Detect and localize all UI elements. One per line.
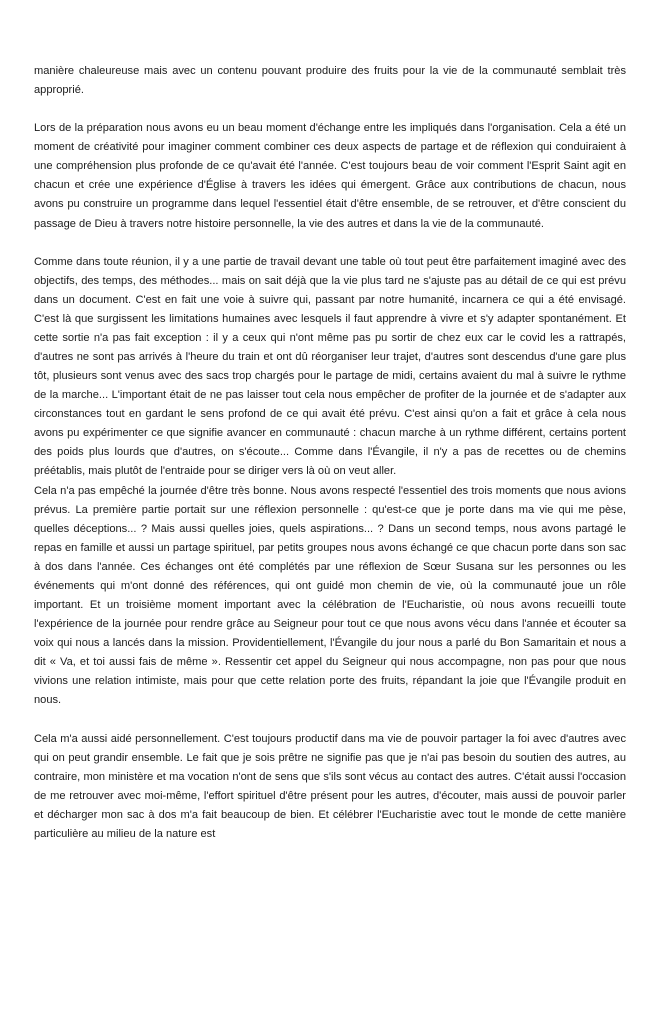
paragraph-4: Cela n'a pas empêché la journée d'être très bonne. Nous avons respecté l'essentiel des trois moments que nous avions prévus. La première partie portait sur une réflexion personnelle : qu'est-ce que je porte dans ma vie qui me pèse, quelles déceptions... ? Mais aussi quelles joies, quels aspirations... ? Dans un second temps, nous avons partagé le repas en famille et aussi un partage spirituel, par petits groupes nous avons échangé ce que chacun porte dans son sac à dos dans l'année. Ces échanges ont été complétés par une réflexion de Sœur Susana sur les personnes ou les événements qui m'ont donné des références, qui ont guidé mon chemin de vie, où la communauté joue un rôle important. Et un troisième moment important avec la célébration de l'Eucharistie, où nous avons recueilli toute l'expérience de la journée pour rendre grâce au Seigneur pour tout ce que nous avons vécu dans l'année et écouter sa voix qui nous a lancés dans la mission. Providentiellement, l'Évangile du jour nous a parlé du Bon Samaritain et nous a dit « Va, et toi aussi fais de même ». Ressentir cet appel du Seigneur qui nous accompagne, non pas pour que nous vivions une relation intimiste, mais pour que cette relation porte des fruits, répandant la joie que l'Évangile produit en nous. — [34, 484, 630, 707]
paragraph-1: manière chaleureuse mais avec un contenu pouvant produire des fruits pour la vie de la communauté semblait très approprié. — [34, 65, 630, 97]
paragraph-5: Cela m'a aussi aidé personnellement. C'est toujours productif dans ma vie de pouvoir partager la foi avec d'autres avec qui on peut grandir ensemble. Le fait que je sois prêtre ne signifie pas que je n'ai pas besoin du soutien des autres, au contraire, mon ministère et ma vocation n'ont de sens que s'ils sont vécus au contact des autres. C'était aussi l'occasion de me retrouver avec moi-même, l'effort spirituel d'être présent pour les autres, d'écouter, mais aussi de pouvoir parler et décharger mon sac à dos m'a fait beaucoup de bien. Et célébrer l'Eucharistie avec tout le monde de cette manière particulière au milieu de la nature est — [34, 732, 630, 840]
document-body — [34, 62, 630, 844]
paragraph-2: Lors de la préparation nous avons eu un beau moment d'échange entre les impliqués dans l'organisation. Cela a été un moment de créativité pour imaginer comment combiner ces deux aspects de partage et de réflexion qui conduiraient à une compréhension plus profonde de ce qu'avait été l'année. C'est toujours beau de voir comment l'Esprit Saint agit en chacun et crée une expérience d'Église à travers les idées qui émergent. Grâce aux contributions de chacun, nous avons pu construire un programme dans lequel l'essentiel était d'être ensemble, de se retrouver, et d'être conscient du passage de Dieu à travers notre histoire personnelle, la vie des autres et dans la vie de la communauté. — [34, 122, 630, 230]
paragraph-3: Comme dans toute réunion, il y a une partie de travail devant une table où tout peut être parfaitement imaginé avec des objectifs, des temps, des méthodes... mais on sait déjà que la vie plus tard ne s'ajuste pas au détail de ce qui est prévu dans un document. C'est en fait une voie à suivre qui, passant par notre humanité, incarnera ce qui a été envisagé. C'est là que surgissent les limitations humaines avec lesquels il faut apprendre à vivre et s'y adapter spontanément. Et cette sortie n'a pas fait exception : il y a ceux qui n'ont même pas pu sortir de chez eux car le covid les a rattrapés, d'autres ne sont pas arrivés à l'heure du train et ont dû réorganiser leur trajet, d'autres sont descendus d'une gare plus tôt, plusieurs sont venus avec des sacs trop chargés pour le partage de midi, certains avaient du mal à suivre le rythme de la marche... L'important était de ne pas laisser tout cela nous empêcher de profiter de la journée et de s'adapter aux circonstances tout en gardant le sens profond de ce qui avait été prévu. C'est ainsi qu'on a fait et grâce à cela nous avons pu expérimenter ce que signifie avancer en communauté : chacun marche à un rythme différent, certains portent des poids plus lourds que d'autres, on s'écoute... Comme dans l'Évangile, il n'y a pas de recettes ou de chemins préétablis, mais plutôt de l'entraide pour se diriger vers là où on veut aller. — [34, 255, 630, 478]
